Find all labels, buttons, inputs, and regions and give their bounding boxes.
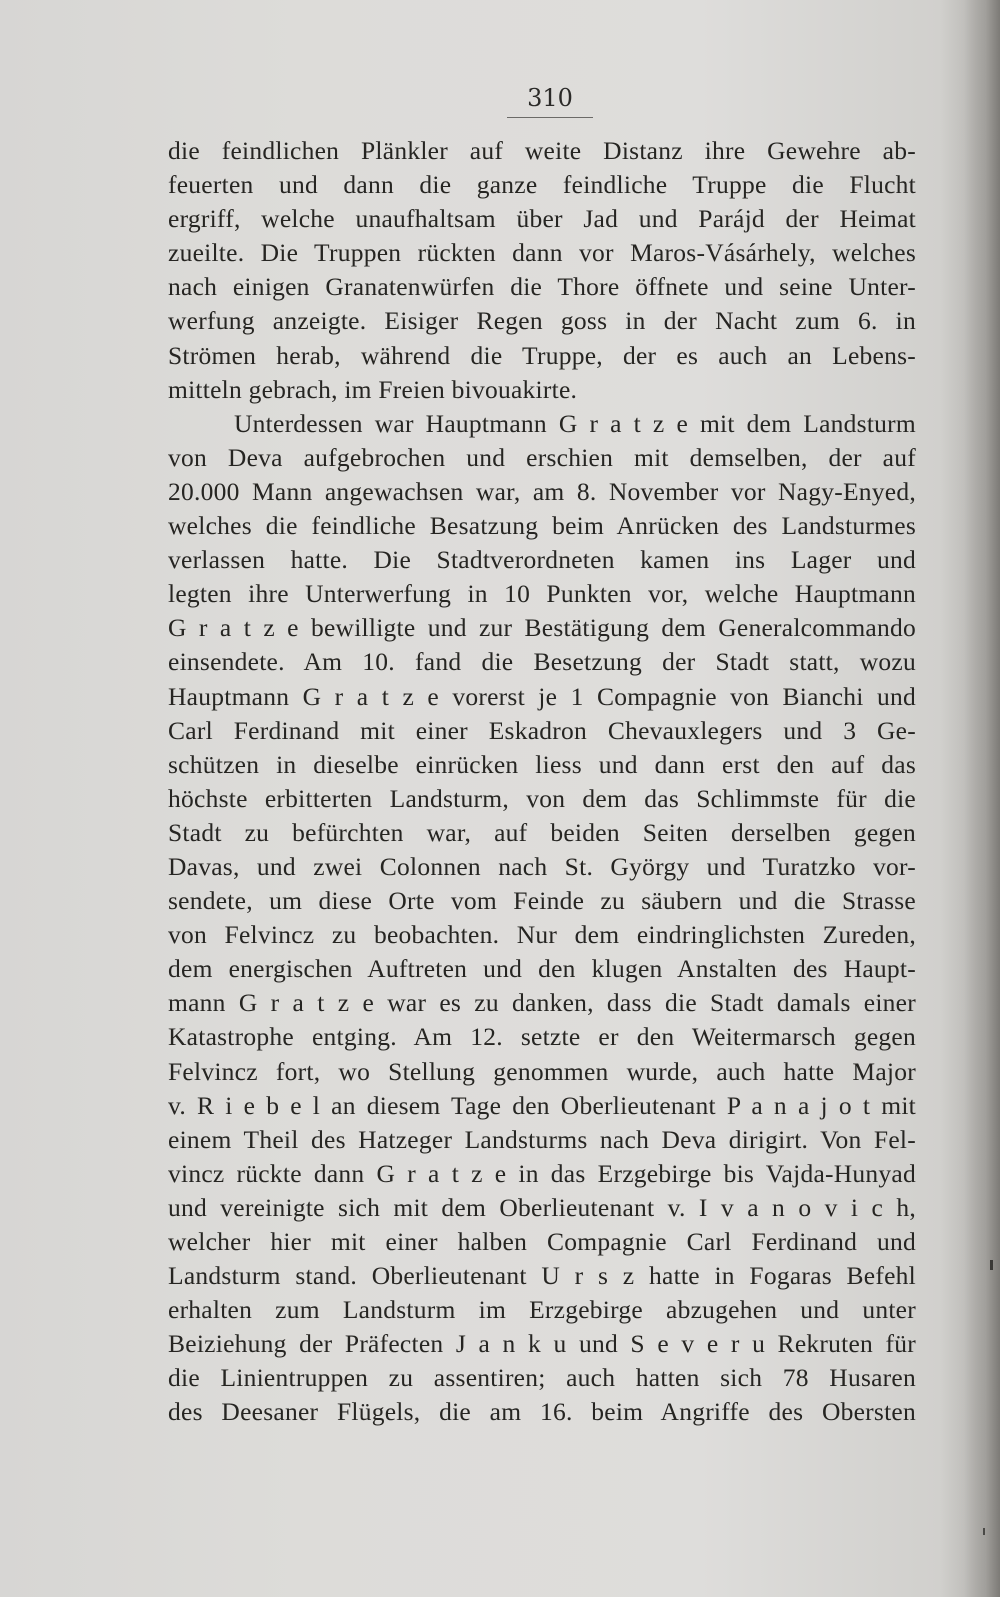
text-line: feuerten und dann die ganze feindliche Truppe die Flucht xyxy=(168,170,916,200)
page-number-rule xyxy=(507,117,593,118)
text-line: erhalten zum Landsturm im Erzgebirge abzugehen und unter xyxy=(168,1295,916,1325)
text-line: nach einigen Granatenwürfen die Thore öffnete und seine Unter- xyxy=(168,272,916,302)
text-line: sendete, um diese Orte vom Feinde zu säubern und die Strasse xyxy=(168,886,916,916)
text-line: Beiziehung der Präfecten J a n k u und S e v e r u Rekruten für xyxy=(168,1329,916,1359)
text-line: mitteln gebrach, im Freien bivouakirte. xyxy=(168,374,578,404)
text-line: und vereinigte sich mit dem Oberlieutenant v. I v a n o v i c h, xyxy=(168,1192,916,1222)
text-line: Davas, und zwei Colonnen nach St. György und Turatzko vor- xyxy=(168,851,916,881)
text-line: ergriff, welche unaufhaltsam über Jad und Parájd der Heimat xyxy=(168,204,916,234)
text-line: mann G r a t z e war es zu danken, dass die Stadt damals einer xyxy=(168,988,916,1018)
text-line: Felvincz fort, wo Stellung genommen wurde, auch hatte Major xyxy=(168,1056,916,1086)
text-line: Stadt zu befürchten war, auf beiden Seiten derselben gegen xyxy=(168,817,916,847)
text-line: werfung anzeigte. Eisiger Regen goss in der Nacht zum 6. in xyxy=(168,306,916,336)
text-line: die feindlichen Plänkler auf weite Distanz ihre Gewehre ab- xyxy=(168,136,916,165)
text-line: Landsturm stand. Oberlieutenant U r s z hatte in Fogaras Befehl xyxy=(168,1261,916,1291)
page-gutter-shadow xyxy=(964,0,1000,1597)
text-line: vincz rückte dann G r a t z e in das Erzgebirge bis Vajda-Hunyad xyxy=(168,1158,916,1188)
text-line: Hauptmann G r a t z e vorerst je 1 Compagnie von Bianchi und xyxy=(168,681,916,711)
text-line: die Linientruppen zu assentiren; auch hatten sich 78 Husaren xyxy=(168,1363,916,1393)
text-line: v. R i e b e l an diesem Tage den Oberlieutenant P a n a j o t mit xyxy=(168,1090,916,1120)
text-line: welches die feindliche Besatzung beim Anrücken des Landsturmes xyxy=(168,511,916,541)
text-line: Unterdessen war Hauptmann G r a t z e mit dem Landsturm xyxy=(234,408,916,438)
text-line: schützen in dieselbe einrücken liess und dann erst den auf das xyxy=(168,749,916,779)
text-line: zueilte. Die Truppen rückten dann vor Maros-Vásárhely, welches xyxy=(168,238,916,268)
body-text xyxy=(168,134,916,1430)
text-line: Katastrophe entging. Am 12. setzte er den Weitermarsch gegen xyxy=(168,1022,916,1052)
text-line: welcher hier mit einer halben Compagnie Carl Ferdinand und xyxy=(168,1227,916,1256)
text-line: einem Theil des Hatzeger Landsturms nach Deva dirigirt. Von Fel- xyxy=(168,1124,916,1154)
text-line: höchste erbitterten Landsturm, von dem das Schlimmste für die xyxy=(168,783,916,813)
text-line: G r a t z e bewilligte und zur Bestätigung dem Generalcommando xyxy=(168,613,916,643)
text-line: Strömen herab, während die Truppe, der es auch an Lebens- xyxy=(168,340,916,370)
page-number: 310 xyxy=(527,84,573,112)
text-line: Carl Ferdinand mit einer Eskadron Chevauxlegers und 3 Ge- xyxy=(168,715,916,745)
text-line: legten ihre Unterwerfung in 10 Punkten vor, welche Hauptmann xyxy=(168,579,916,609)
text-line: 20.000 Mann angewachsen war, am 8. November vor Nagy-Enyed, xyxy=(168,476,916,506)
text-line: von Felvincz zu beobachten. Nur dem eindringlichsten Zureden, xyxy=(168,920,916,950)
text-line: verlassen hatte. Die Stadtverordneten kamen ins Lager und xyxy=(168,545,916,575)
paragraph-2 xyxy=(168,407,916,1430)
text-line: des Deesaner Flügels, die am 16. beim Angriffe des Obersten xyxy=(168,1397,916,1427)
text-line: einsendete. Am 10. fand die Besetzung der Stadt statt, wozu xyxy=(168,647,916,677)
text-line: dem energischen Auftreten und den klugen Anstalten des Haupt- xyxy=(168,954,916,984)
paragraph-1 xyxy=(168,134,916,407)
text-line: von Deva aufgebrochen und erschien mit demselben, der auf xyxy=(168,442,916,472)
margin-speck xyxy=(990,1260,993,1270)
margin-speck xyxy=(983,1528,985,1535)
